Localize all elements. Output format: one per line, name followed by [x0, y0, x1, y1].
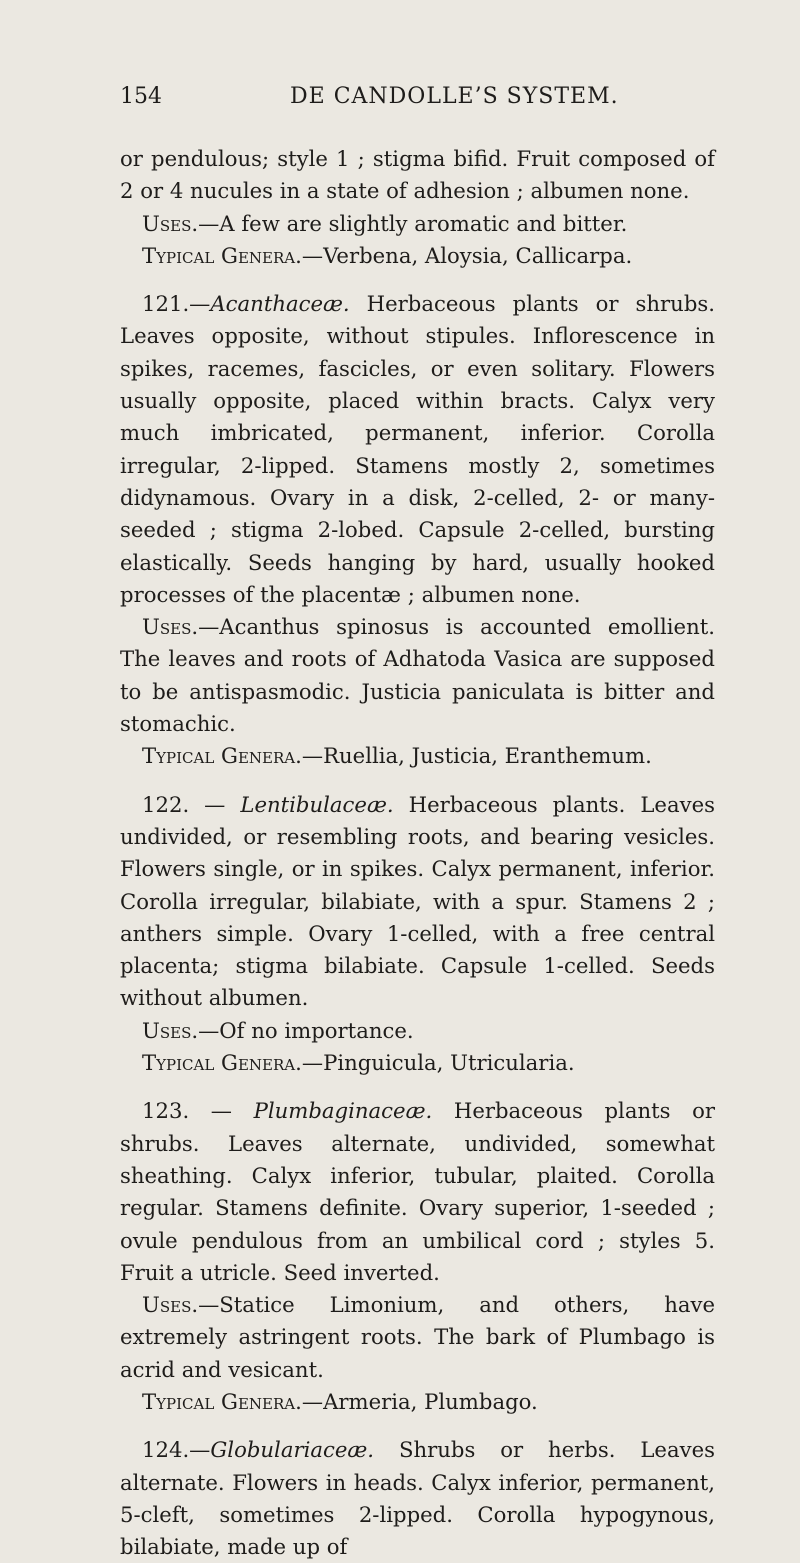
intro-genera: [120, 240, 715, 272]
section-description: [120, 1095, 715, 1289]
page-header: [120, 84, 710, 116]
page-number: 154: [120, 84, 162, 109]
genera-text: —Verbena, Aloysia, Callicarpa.: [301, 242, 633, 268]
section-genera: [120, 1386, 715, 1418]
section-number: 124.—: [142, 1437, 211, 1463]
section-121: [120, 288, 715, 772]
section-uses: [120, 1015, 715, 1047]
section-number: 122. —: [142, 791, 241, 817]
section-number: 123. —: [142, 1098, 254, 1124]
genera-label: Typical Genera.: [142, 743, 302, 769]
description-text: Herbaceous plants. Leaves undivided, or resembling roots, and bearing vesicles. Flowers single, or in spikes. Calyx permanent, inferior. Corolla irregular, bilabiate, with a spur. Stamens 2 ; anthers simple. Ovary 1-celled, with a free central placenta; stigma bilabiate. Capsule 1-celled. Seeds without albumen.: [120, 791, 715, 1011]
section-123: [120, 1095, 715, 1418]
uses-text: —Of no importance.: [198, 1017, 414, 1043]
uses-label: Uses.: [142, 210, 199, 236]
genera-text: —Ruellia, Justicia, Eranthemum.: [301, 743, 652, 769]
body-text: [120, 143, 715, 1563]
section-number: 121.—: [142, 291, 211, 317]
uses-label: Uses.: [142, 614, 199, 640]
section-124: [120, 1434, 715, 1563]
family-name: Plumbaginaceæ.: [253, 1098, 433, 1124]
genera-label: Typical Genera.: [142, 1388, 302, 1414]
uses-text: —A few are slightly aromatic and bitter.: [198, 210, 628, 236]
family-name: Lentibulaceæ.: [240, 791, 394, 817]
description-text: Herbaceous plants or shrubs. Leaves alternate, undivided, somewhat sheathing. Calyx inferior, tubular, plaited. Corolla regular. Stamens definite. Ovary superior, 1-seeded ; ovule pendulous from an umbilical cord ; styles 5. Fruit a utricle. Seed inverted.: [120, 1098, 715, 1285]
section-uses: [120, 611, 715, 740]
uses-text: —Acanthus spinosus is accounted emollient. The leaves and roots of Adhatoda Vasica are supposed to be antispasmodic. Justicia paniculata is bitter and stomachic.: [120, 614, 715, 737]
uses-label: Uses.: [142, 1017, 199, 1043]
genera-label: Typical Genera.: [142, 242, 302, 268]
section-genera: [120, 1047, 715, 1079]
running-title: DE CANDOLLE’S SYSTEM.: [290, 84, 619, 109]
intro-text: or pendulous; style 1 ; stigma bifid. Fruit composed of 2 or 4 nucules in a state of adhesion ; albumen none.: [120, 146, 715, 204]
genera-text: —Pinguicula, Utricularia.: [301, 1050, 575, 1076]
intro-uses: [120, 208, 715, 240]
family-name: Globulariaceæ.: [210, 1437, 375, 1463]
description-text: Shrubs or herbs. Leaves alternate. Flowers in heads. Calyx inferior, permanent, 5-cleft, sometimes 2-lipped. Corolla hypogynous, bilabiate, made up of: [120, 1437, 715, 1560]
description-text: Herbaceous plants or shrubs. Leaves opposite, without stipules. Inflorescence in spikes, racemes, fascicles, or even solitary. Flowers usually opposite, placed within bracts. Calyx very much imbricated, permanent, inferior. Corolla irregular, 2-lipped. Stamens mostly 2, sometimes didynamous. Ovary in a disk, 2-celled, 2- or many-seeded ; stigma 2-lobed. Capsule 2-celled, bursting elastically. Seeds hanging by hard, usually hooked processes of the placentæ ; albumen none.: [120, 291, 715, 607]
family-name: Acanthaceæ.: [210, 291, 350, 317]
uses-text: —Statice Limonium, and others, have extremely astringent roots. The bark of Plumbago is acrid and vesicant.: [120, 1292, 715, 1382]
section-uses: [120, 1289, 715, 1386]
uses-label: Uses.: [142, 1292, 199, 1318]
genera-text: —Armeria, Plumbago.: [301, 1388, 538, 1414]
genera-label: Typical Genera.: [142, 1050, 302, 1076]
section-description: [120, 789, 715, 1015]
intro-paragraph: [120, 143, 715, 208]
section-122: [120, 789, 715, 1080]
section-description: [120, 288, 715, 611]
section-genera: [120, 740, 715, 772]
section-description: [120, 1434, 715, 1563]
